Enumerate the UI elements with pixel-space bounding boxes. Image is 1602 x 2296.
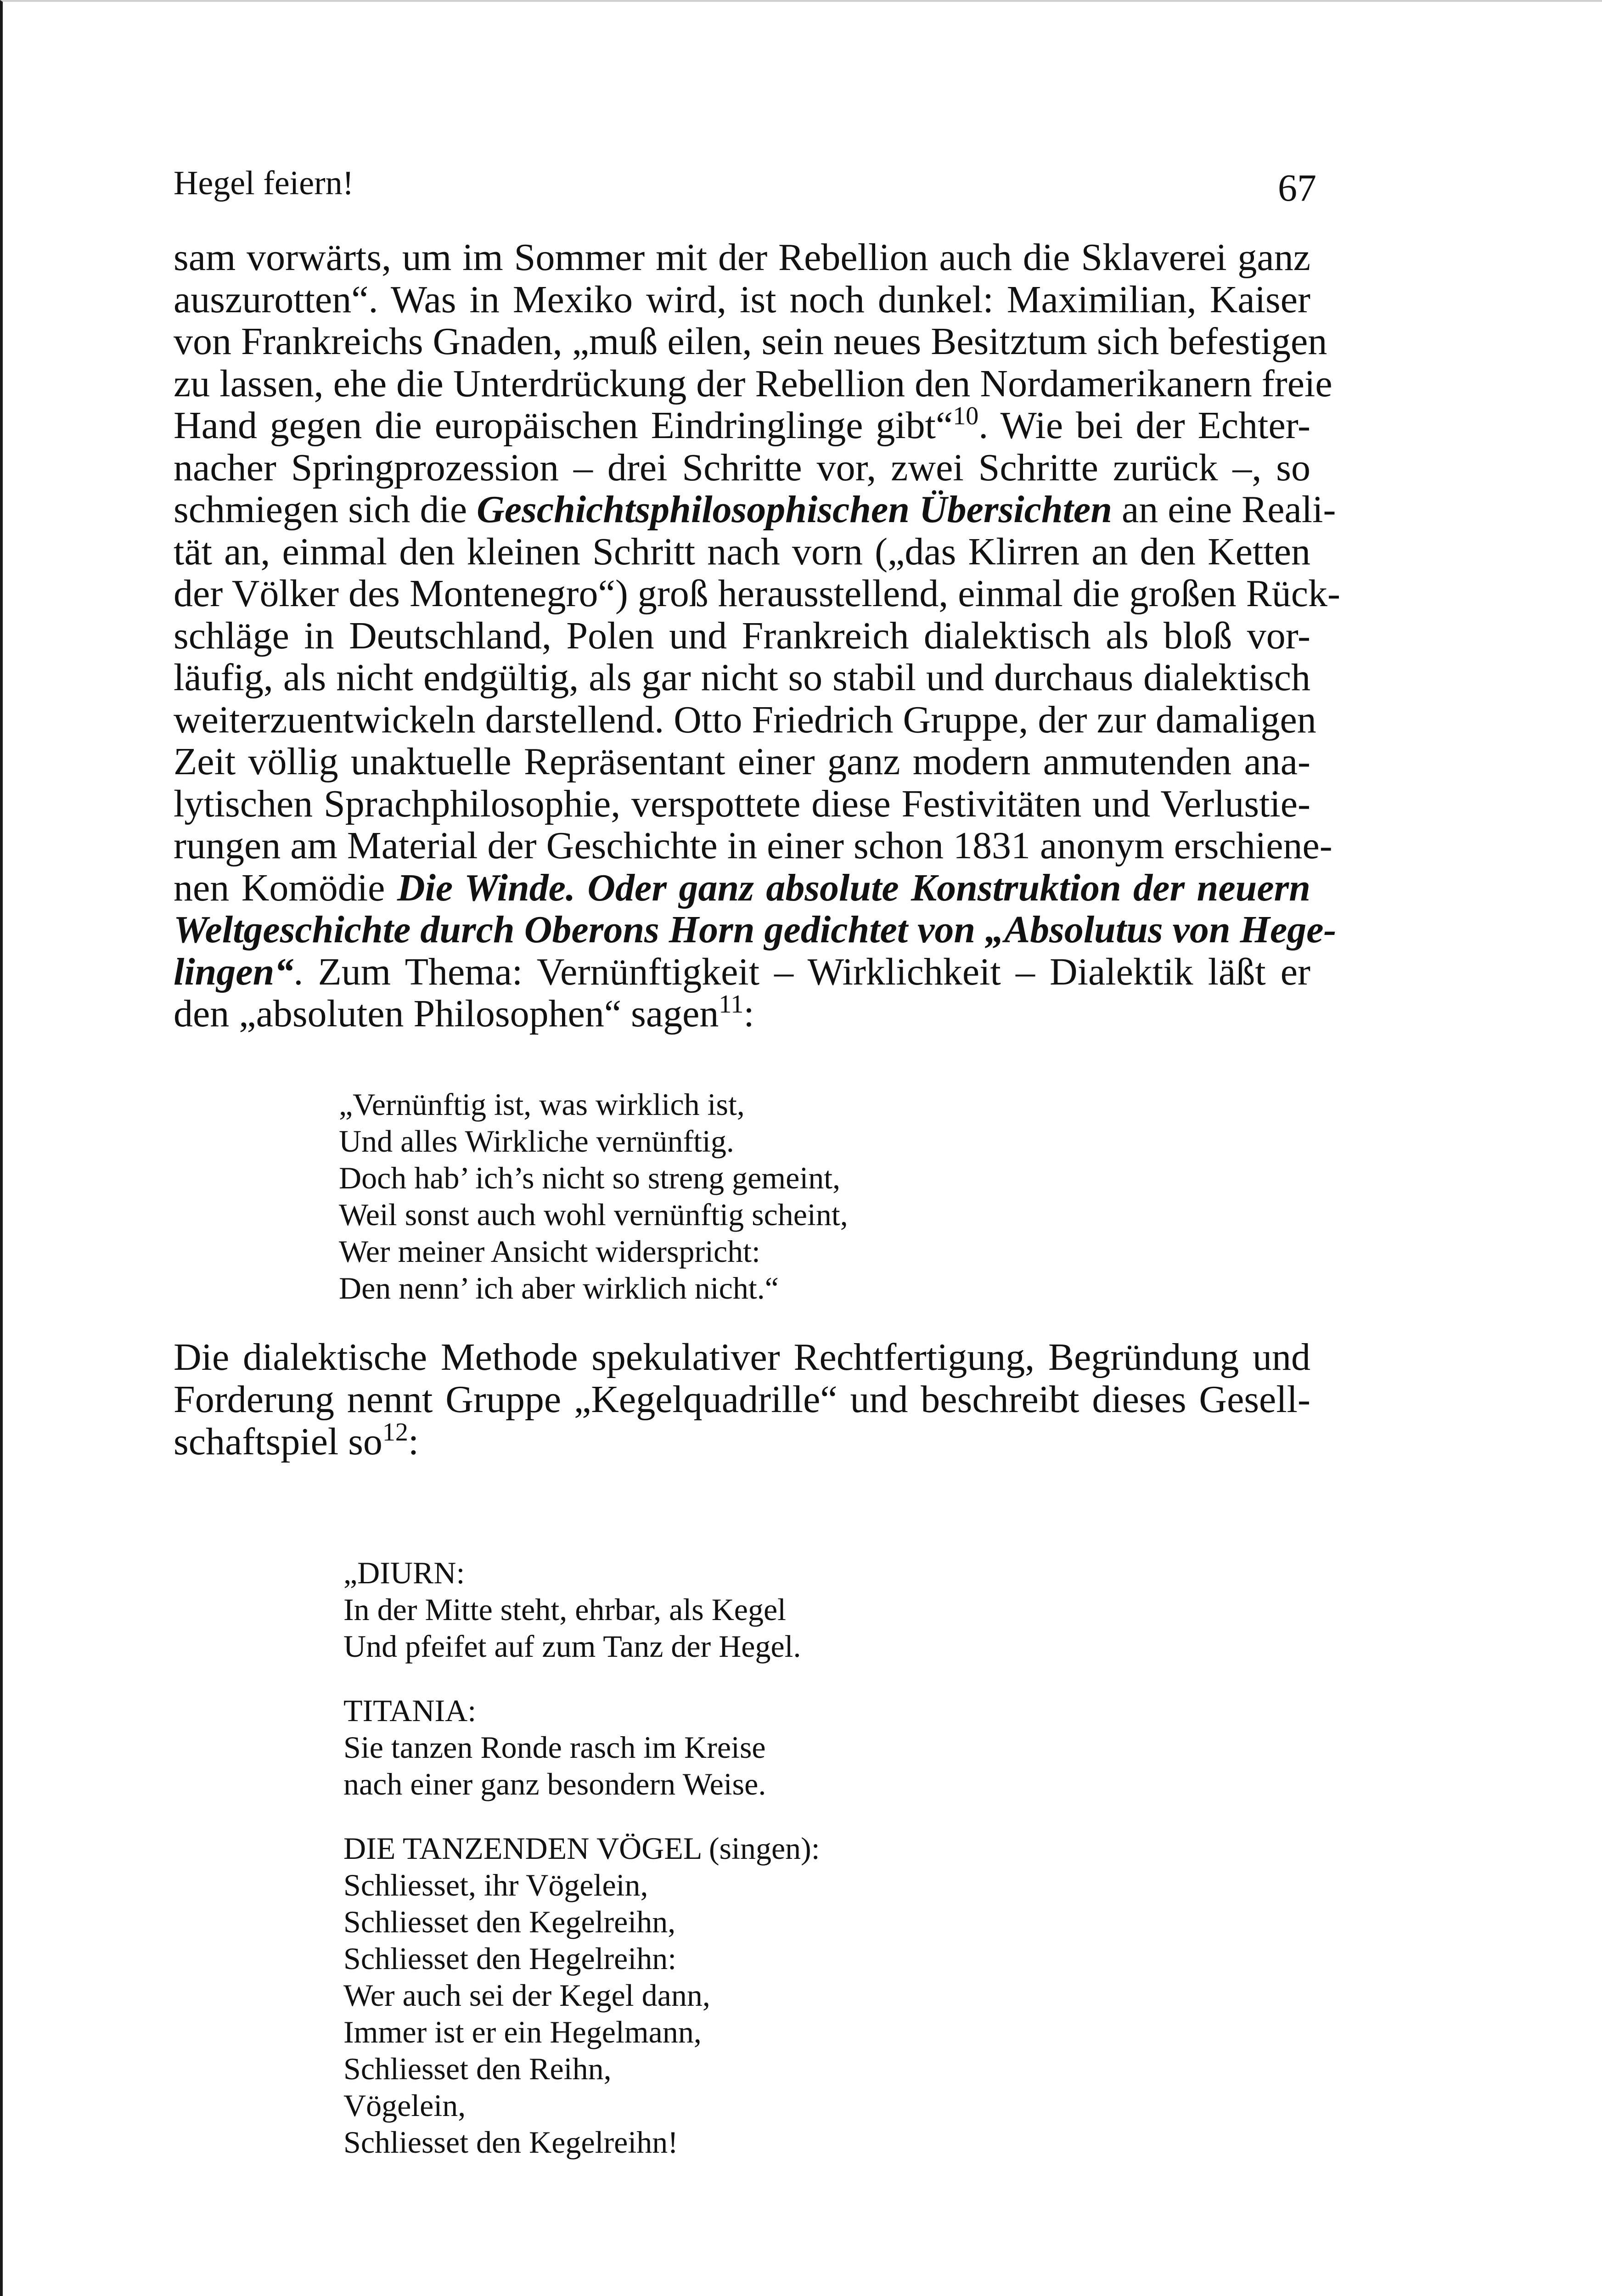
verse-line: Und pfeifet auf zum Tanz der Hegel.: [343, 1629, 801, 1664]
verse-line: Immer ist er ein Hegelmann,: [343, 2015, 702, 2049]
speaker-label: DIE TANZENDEN VÖGEL (singen):: [343, 1831, 820, 1866]
stanza-gap: [343, 1665, 820, 1692]
verse-line: Sie tanzen Ronde rasch im Kreise: [343, 1730, 766, 1765]
text-segment: schmiegen sich die: [174, 488, 467, 531]
speaker-label: TITANIA:: [343, 1693, 477, 1728]
text-line: [174, 990, 1310, 1035]
footnote-ref-12: 12: [382, 1418, 408, 1446]
text-segment: . Zum Thema: Vernünftigkeit – Wirklichkeit – Dialektik läßt er: [293, 950, 1310, 993]
text-line: zu lassen, ehe die Unterdrückung der Rebellion den Nordamerikanern freie: [174, 362, 1332, 405]
verse-line: Schliesset den Hegelreihn:: [343, 1941, 677, 1976]
text-segment: an eine Reali-: [1112, 488, 1336, 531]
verse-line: „Vernünftig ist, was wirklich ist,: [339, 1087, 745, 1122]
text-line: auszurotten“. Was in Mexiko wird, ist noch dunkel: Maximilian, Kaiser: [174, 278, 1310, 321]
verse-line: Doch hab’ ich’s nicht so streng gemeint,: [339, 1160, 841, 1195]
text-line: tät an, einmal den kleinen Schritt nach vorn („das Klirren an den Ketten: [174, 530, 1310, 573]
text-line: [174, 908, 1337, 951]
speaker-label: „DIURN:: [343, 1555, 465, 1590]
text-segment: . Wie bei der Echter-: [978, 404, 1310, 447]
block-quote-1: [339, 1086, 848, 1306]
page-number: 67: [1278, 167, 1316, 209]
text-line: läufig, als nicht endgültig, als gar nicht so stabil und durchaus dialektisch: [174, 656, 1310, 699]
text-line: der Völker des Montenegro“) groß herausstellend, einmal die großen Rück-: [174, 572, 1340, 615]
verse-line: Wer meiner Ansicht widerspricht:: [339, 1234, 760, 1269]
text-line: weiterzuentwickeln darstellend. Otto Friedrich Gruppe, der zur damaligen: [174, 698, 1316, 741]
stanza-gap: [343, 1802, 820, 1830]
text-line: Forderung nennt Gruppe „Kegelquadrille“ und beschreibt dieses Gesell-: [174, 1378, 1310, 1421]
text-segment: :: [408, 1420, 419, 1463]
text-line: Zeit völlig unaktuelle Repräsentant einer ganz modern anmutenden ana-: [174, 740, 1310, 783]
text-line: [174, 488, 1336, 531]
verse-line: Schliesset, ihr Vögelein,: [343, 1868, 648, 1902]
text-line: nacher Springprozession – drei Schritte vor, zwei Schritte zurück –, so: [174, 446, 1310, 489]
text-segment: den „absoluten Philosophen“ sagen: [174, 992, 719, 1035]
verse-line: Schliesset den Kegelreihn!: [343, 2125, 678, 2160]
text-line: Die dialektische Methode spekulativer Rechtfertigung, Begründung und: [174, 1336, 1310, 1379]
verse-line: In der Mitte steht, ehrbar, als Kegel: [343, 1592, 787, 1627]
running-head: Hegel feiern!: [174, 164, 354, 202]
work-title: Die Winde. Oder ganz absolute Konstruktion der neuern: [397, 866, 1311, 909]
footnote-ref-10: 10: [953, 402, 979, 430]
text-line: [174, 951, 1310, 993]
verse-line: Weil sonst auch wohl vernünftig scheint,: [339, 1197, 848, 1232]
text-line: [174, 1418, 1310, 1463]
work-title: Geschichtsphilosophischen Übersichten: [477, 488, 1112, 531]
text-line: lytischen Sprachphilosophie, verspottete diese Festivitäten und Verlustie-: [174, 782, 1310, 825]
text-line: rungen am Material der Geschichte in einer schon 1831 anonym erschiene-: [174, 824, 1332, 867]
verse-line: Schliesset den Kegelreihn,: [343, 1904, 676, 1939]
paragraph-1: [174, 236, 1340, 1035]
text-line: [174, 867, 1310, 909]
verse-line: Wer auch sei der Kegel dann,: [343, 1978, 710, 2013]
text-segment: :: [743, 992, 754, 1035]
verse-line: Und alles Wirkliche vernünftig.: [339, 1124, 734, 1159]
text-segment: nen Komödie: [174, 866, 385, 909]
verse-line: nach einer ganz besondern Weise.: [343, 1767, 766, 1801]
text-line: von Frankreichs Gnaden, „muß eilen, sein neues Besitztum sich befestigen: [174, 320, 1327, 363]
work-title: lingen“: [174, 950, 294, 993]
block-quote-2: [343, 1554, 820, 2161]
verse-line: Vögelein,: [343, 2088, 466, 2123]
text-line: schläge in Deutschland, Polen und Frankreich dialektisch als bloß vor-: [174, 614, 1310, 657]
footnote-ref-11: 11: [719, 990, 744, 1019]
verse-line: Schliesset den Reihn,: [343, 2051, 612, 2086]
paragraph-2: [174, 1336, 1310, 1463]
work-title: Weltgeschichte durch Oberons Horn gedichtet von „Absolutus von Hege-: [174, 908, 1337, 951]
verse-line: Den nenn’ ich aber wirklich nicht.“: [339, 1271, 779, 1306]
text-line: sam vorwärts, um im Sommer mit der Rebellion auch die Sklaverei ganz: [174, 236, 1310, 279]
text-line: [174, 402, 1310, 447]
text-segment: schaftspiel so: [174, 1420, 382, 1463]
text-segment: Hand gegen die europäischen Eindringlinge gibt“: [174, 404, 953, 447]
